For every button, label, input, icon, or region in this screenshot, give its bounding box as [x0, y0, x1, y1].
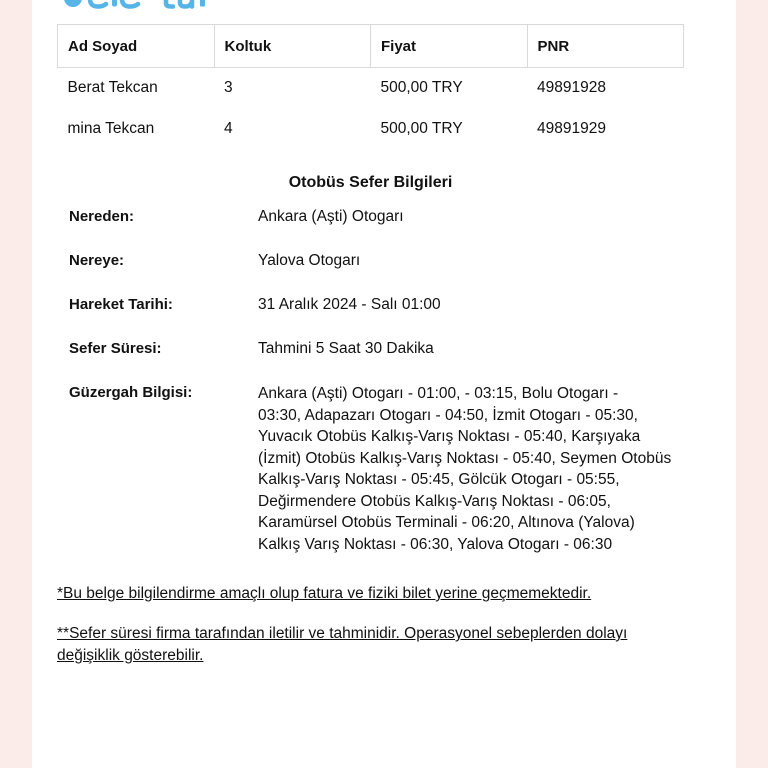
pnr-code: 49891928: [537, 79, 606, 97]
trip-section-title: Otobüs Sefer Bilgileri: [288, 174, 453, 191]
table-header-row: [58, 25, 684, 68]
route-line: Değirmendere Otobüs Kalkış-Varış Noktası - 06:05,: [258, 492, 611, 510]
column-header-seat: Koltuk: [214, 25, 371, 68]
departure-value: 31 Aralık 2024 - Salı 01:00: [258, 296, 441, 313]
pnr-code: 49891929: [537, 120, 606, 137]
route-label: Güzergah Bilgisi:: [69, 384, 193, 401]
passenger-name: Berat Tekcan: [67, 79, 158, 97]
departure-label: Hareket Tarihi:: [69, 296, 173, 313]
disclaimer-note: *Bu belge bilgilendirme amaçlı olup fatura ve fiziki bilet yerine geçmemektedir.: [57, 585, 592, 602]
column-header-pnr: PNR: [527, 25, 684, 68]
route-line: Yuvacık Otobüs Kalkış-Varış Noktası - 05:40, Karşıyaka: [258, 428, 641, 445]
duration-note-line: **Sefer süresi firma tarafından iletilir ve tahminidir. Operasyonel sebeplerden dolayı: [57, 625, 628, 642]
passenger-table: [57, 24, 684, 150]
brand-logo-icon: [60, 0, 220, 9]
origin-label: Nereden:: [69, 208, 135, 225]
route-line: Kalkış Varış Noktası - 06:30, Yalova Otogarı - 06:30: [258, 535, 613, 553]
origin-value: Ankara (Aşti) Otogarı: [258, 208, 404, 225]
route-line: Karamürsel Otobüs Terminali - 06:20, Altınova (Yalova): [258, 514, 635, 531]
column-header-name: Ad Soyad: [58, 25, 215, 68]
duration-value: Tahmini 5 Saat 30 Dakika: [258, 340, 434, 357]
seat-number: 3: [224, 79, 233, 97]
route-line: (İzmit) Otobüs Kalkış-Varış Noktası - 05:40, Seymen Otobüs: [258, 449, 672, 467]
passenger-name: mina Tekcan: [67, 120, 155, 137]
route-line: Ankara (Aşti) Otogarı - 01:00, - 03:15, Bolu Otogarı -: [258, 385, 619, 402]
route-line: Kalkış-Varış Noktası - 05:45, Gölcük Otogarı - 05:55,: [258, 471, 620, 488]
duration-label: Sefer Süresi:: [69, 340, 162, 357]
ticket-price: 500,00 TRY: [380, 120, 463, 137]
destination-value: Yalova Otogarı: [258, 252, 361, 269]
ticket-document: [32, 0, 736, 768]
route-line: 03:30, Adapazarı Otogarı - 04:50, İzmit Otogarı - 05:30,: [258, 406, 638, 424]
ticket-price: 500,00 TRY: [380, 79, 463, 97]
duration-note: [57, 623, 627, 667]
table-row: [58, 68, 684, 109]
column-header-price: Fiyat: [371, 25, 528, 68]
route-info-value: [258, 383, 671, 555]
destination-label: Nereye:: [69, 252, 125, 269]
duration-note-line: değişiklik gösterebilir.: [57, 647, 204, 664]
table-row: [58, 109, 684, 150]
seat-number: 4: [224, 120, 233, 137]
